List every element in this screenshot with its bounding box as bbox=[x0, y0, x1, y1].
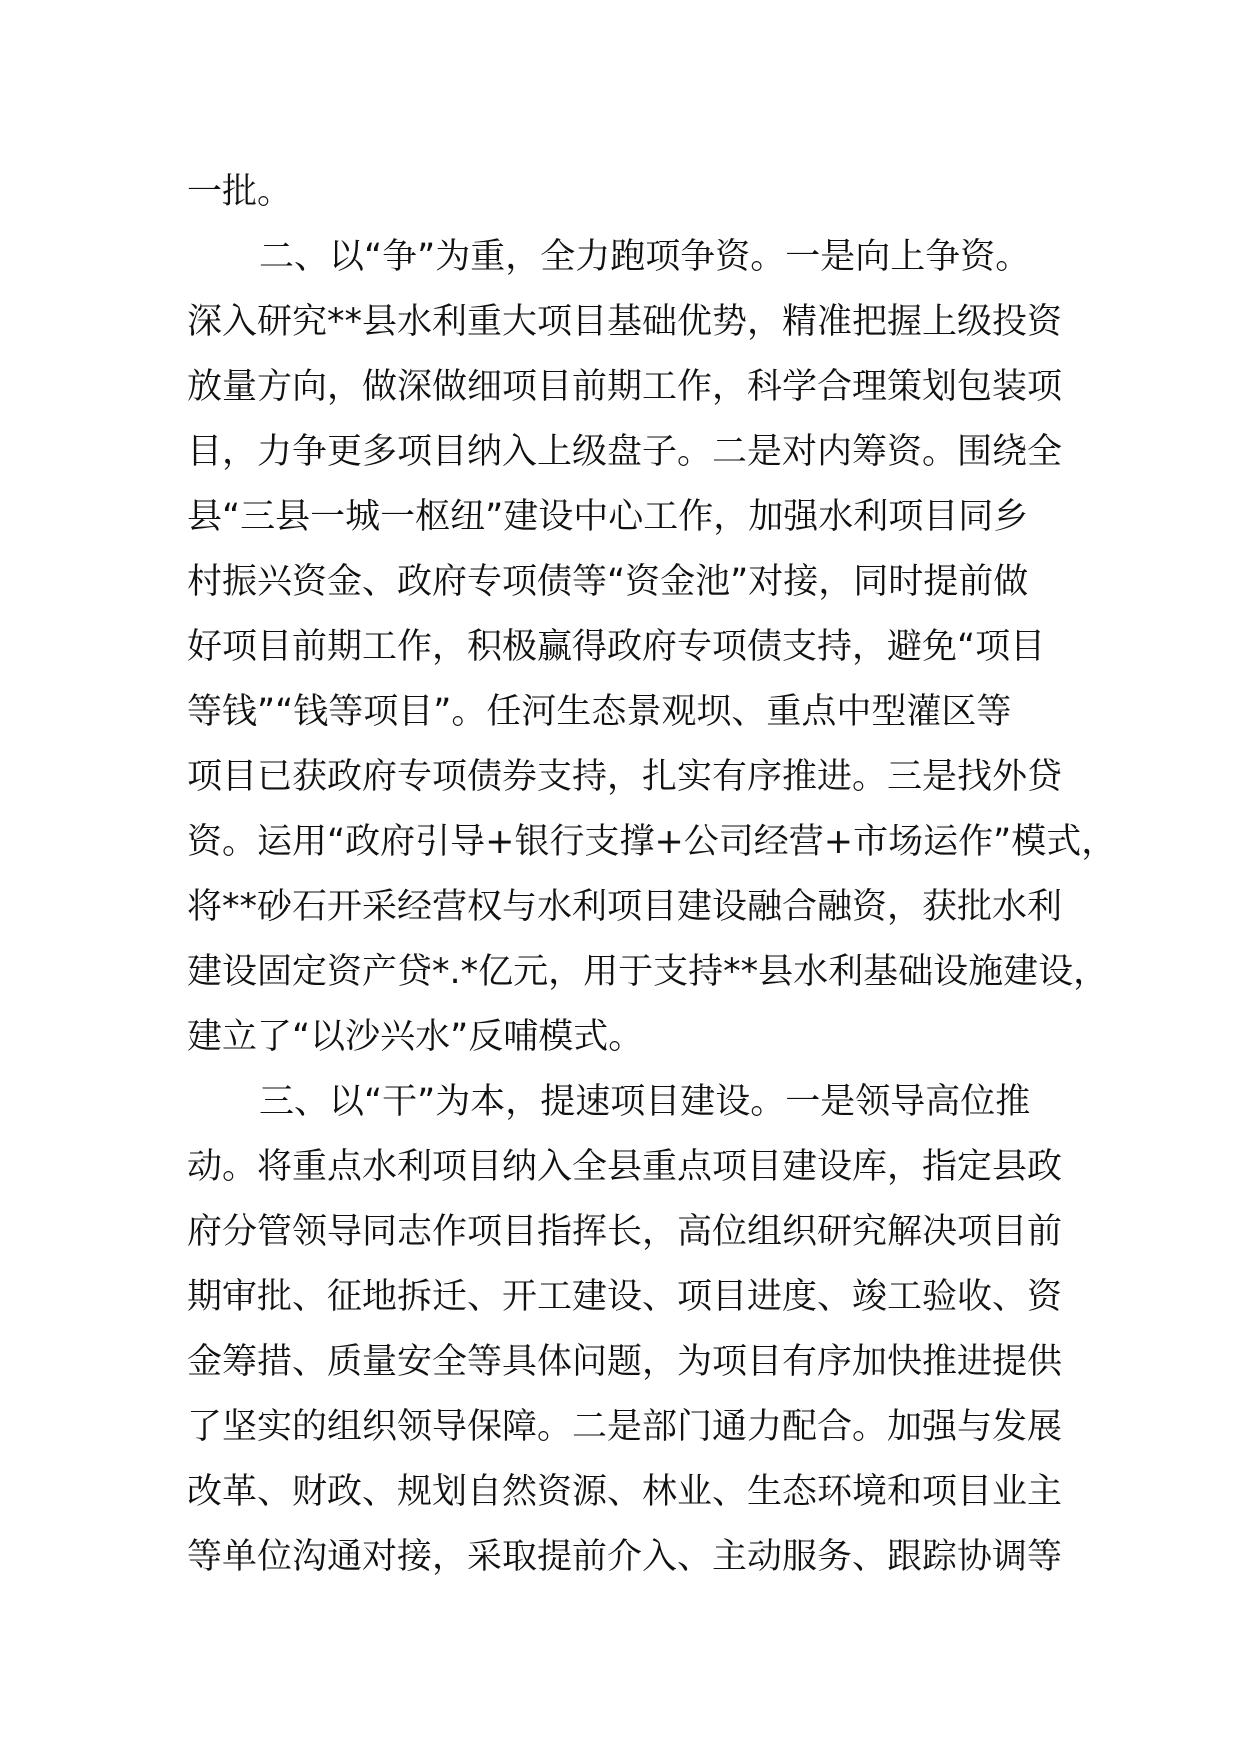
text-line-22: 等单位沟通对接，采取提前介入、主动服务、跟踪协调等 bbox=[187, 1537, 1063, 1577]
text-line-11: 资。运用“政府引导+银行支撑+公司经营+市场运作”模式， bbox=[187, 822, 1117, 862]
text-line-1: 一批。 bbox=[187, 172, 293, 212]
text-line-14: 建立了“以沙兴水”反哺模式。 bbox=[187, 1017, 644, 1057]
text-line-17: 府分管领导同志作项目指挥长，高位组织研究解决项目前 bbox=[187, 1212, 1063, 1252]
text-line-5: 目，力争更多项目纳入上级盘子。二是对内筹资。围绕全 bbox=[187, 432, 1063, 472]
document-body bbox=[187, 160, 1117, 1590]
text-line-10: 项目已获政府专项债券支持，扎实有序推进。三是找外贷 bbox=[187, 757, 1063, 797]
text-line-21: 改革、财政、规划自然资源、林业、生态环境和项目业主 bbox=[187, 1472, 1063, 1512]
text-line-20: 了坚实的组织领导保障。二是部门通力配合。加强与发展 bbox=[187, 1407, 1063, 1447]
text-line-8: 好项目前期工作，积极赢得政府专项债支持，避免“项目 bbox=[187, 627, 1046, 667]
text-line-13: 建设固定资产贷*.*亿元，用于支持**县水利基础设施建设， bbox=[187, 952, 1109, 992]
text-line-18: 期审批、征地拆迁、开工建设、项目进度、竣工验收、资 bbox=[187, 1277, 1063, 1317]
text-line-4: 放量方向，做深做细项目前期工作，科学合理策划包装项 bbox=[187, 367, 1063, 407]
text-line-6: 县“三县一城一枢纽”建设中心工作，加强水利项目同乡 bbox=[187, 497, 1029, 537]
text-line-15: 三、以“干”为本，提速项目建设。一是领导高位推 bbox=[259, 1082, 1031, 1122]
text-line-3: 深入研究**县水利重大项目基础优势，精准把握上级投资 bbox=[187, 302, 1063, 342]
text-line-12: 将**砂石开采经营权与水利项目建设融合融资，获批水利 bbox=[187, 887, 1063, 927]
text-line-7: 村振兴资金、政府专项债等“资金池”对接，同时提前做 bbox=[187, 562, 1029, 602]
text-line-16: 动。将重点水利项目纳入全县重点项目建设库，指定县政 bbox=[187, 1147, 1063, 1187]
text-line-2: 二、以“争”为重，全力跑项争资。一是向上争资。 bbox=[259, 237, 1031, 277]
text-line-19: 金筹措、质量安全等具体问题，为项目有序加快推进提供 bbox=[187, 1342, 1063, 1382]
text-line-9: 等钱”“钱等项目”。任河生态景观坝、重点中型灌区等 bbox=[187, 692, 1012, 732]
